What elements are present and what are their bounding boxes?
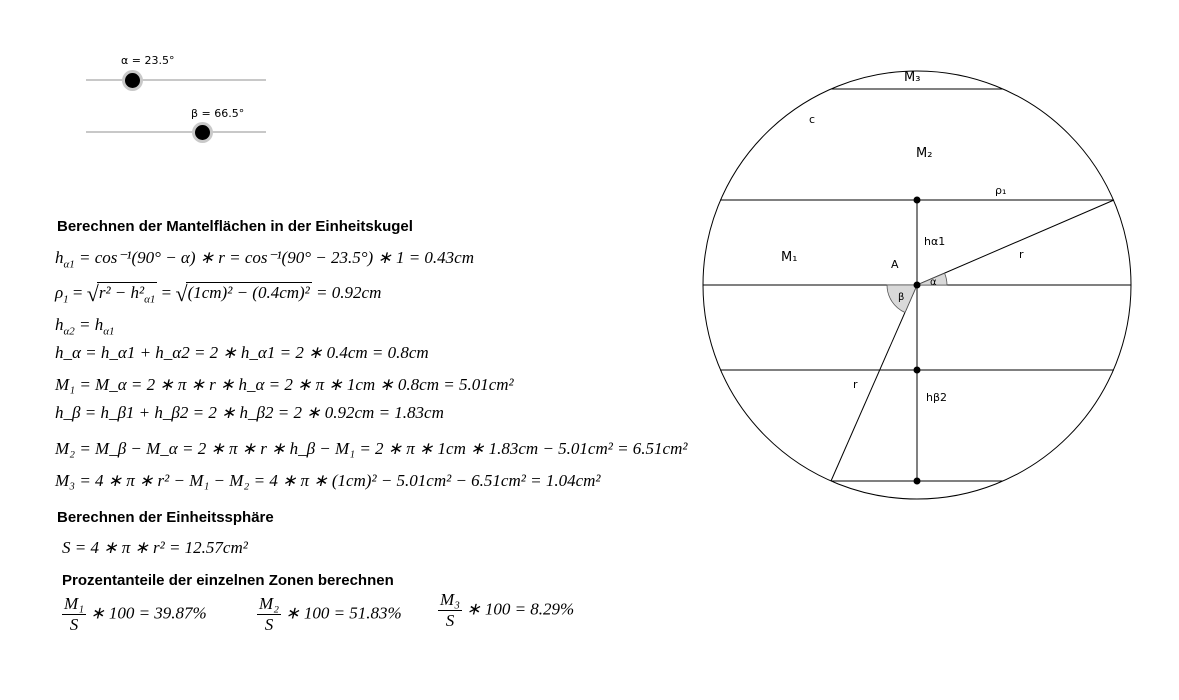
pct-M1-result: ∗ 100 = 39.87% <box>90 603 207 623</box>
formula-rho1-radicand-a: r² − h² <box>98 283 145 302</box>
radius-lower <box>831 285 917 481</box>
formula-rho1-result: = 0.92cm <box>316 283 382 302</box>
label-M1: M₁ <box>781 250 798 265</box>
formula-h-alpha1-lhs: h <box>55 248 64 267</box>
sqrt-icon: √ <box>86 281 99 306</box>
label-rho1: ρ₁ <box>995 184 1007 197</box>
formula-h-alpha1-sub: α1 <box>63 258 75 271</box>
formula-h-alpha2-rhs: = h <box>79 315 104 334</box>
formula-rho1: $\rho_1 = √r^2 - h^2_{\alpha 1} = √(1cm)^2 - (0.4cm)^2 = 0.92cm$ <box>55 281 382 306</box>
alpha-slider-label: α = 23.5° <box>121 54 175 67</box>
pct-M2-result: ∗ 100 = 51.83% <box>285 603 402 623</box>
heading-prozentanteile: Prozentanteile der einzelnen Zonen berechnen <box>62 572 394 589</box>
heading-mantelflaechen: Berechnen der Mantelflächen in der Einheitskugel <box>57 218 413 235</box>
formula-h-alpha2-lhs: h <box>55 315 64 334</box>
pct-M2-numerator: M₂ <box>259 594 280 613</box>
formula-M3: M₃ = 4 ∗ π ∗ r² − M₁ − M₂ = 4 ∗ π ∗ (1cm)² − 5.01cm² − 6.51cm² = 1.04cm² <box>55 471 601 490</box>
formula-h-alpha1-rhs: = cos⁻¹(90° − α) ∗ r = cos⁻¹(90° − 23.5°) ∗ 1 = 0.43cm <box>79 248 474 267</box>
formula-h-alpha2-sub: α2 <box>63 325 75 338</box>
formula-M2: M₂ = M_β − M_α = 2 ∗ π ∗ r ∗ h_β − M₁ = 2 ∗ π ∗ 1cm ∗ 1.83cm − 5.01cm² = 6.51cm² <box>55 439 688 458</box>
pct-M1-denominator: S <box>69 615 79 634</box>
sqrt-icon: √ <box>175 281 188 306</box>
formula-rho1-radicand-b: (1cm)² − (0.4cm)² <box>187 283 310 302</box>
formula-h-alpha: h_α = h_α1 + h_α2 = 2 ∗ h_α1 = 2 ∗ 0.4cm = 0.8cm <box>55 343 429 362</box>
label-h-alpha1: hα1 <box>924 235 946 248</box>
label-r-lower: r <box>853 378 858 391</box>
point-top[interactable] <box>914 197 921 204</box>
heading-einheitssphaere: Berechnen der Einheitssphäre <box>57 509 274 526</box>
point-A[interactable] <box>914 282 921 289</box>
pct-M3-denominator: S <box>445 611 455 630</box>
point-bottom[interactable] <box>914 478 921 485</box>
label-h-beta2: hβ2 <box>926 391 947 404</box>
formula-rho1-radicand-a-sub: α1 <box>144 293 156 306</box>
pct-M3-numerator: M₃ <box>440 590 461 609</box>
beta-slider-label: β = 66.5° <box>191 107 245 120</box>
formula-M1: M₁ = M_α = 2 ∗ π ∗ r ∗ h_α = 2 ∗ π ∗ 1cm ∗ 0.8cm = 5.01cm² <box>55 375 514 394</box>
label-M2: M₂ <box>916 146 933 161</box>
radius-upper <box>917 200 1114 285</box>
formula-rho1-sub: 1 <box>63 293 69 306</box>
label-r-upper: r <box>1019 248 1024 261</box>
formula-h-beta: h_β = h_β1 + h_β2 = 2 ∗ h_β2 = 2 ∗ 0.92cm = 1.83cm <box>55 403 444 422</box>
formula-h-alpha2-rhs-sub: α1 <box>103 325 115 338</box>
formula-rho1-lhs: ρ <box>55 283 64 302</box>
pct-M3-result: ∗ 100 = 8.29% <box>466 599 575 619</box>
point-lower[interactable] <box>914 367 921 374</box>
formula-S: S = 4 ∗ π ∗ r² = 12.57cm² <box>62 538 248 557</box>
label-c: c <box>809 113 816 126</box>
pct-M2-denominator: S <box>264 615 274 634</box>
label-M3: M₃ <box>904 70 921 85</box>
label-alpha: α <box>930 277 937 288</box>
label-A: A <box>891 258 899 271</box>
label-beta: β <box>898 292 905 303</box>
pct-M1-numerator: M₁ <box>64 594 85 613</box>
